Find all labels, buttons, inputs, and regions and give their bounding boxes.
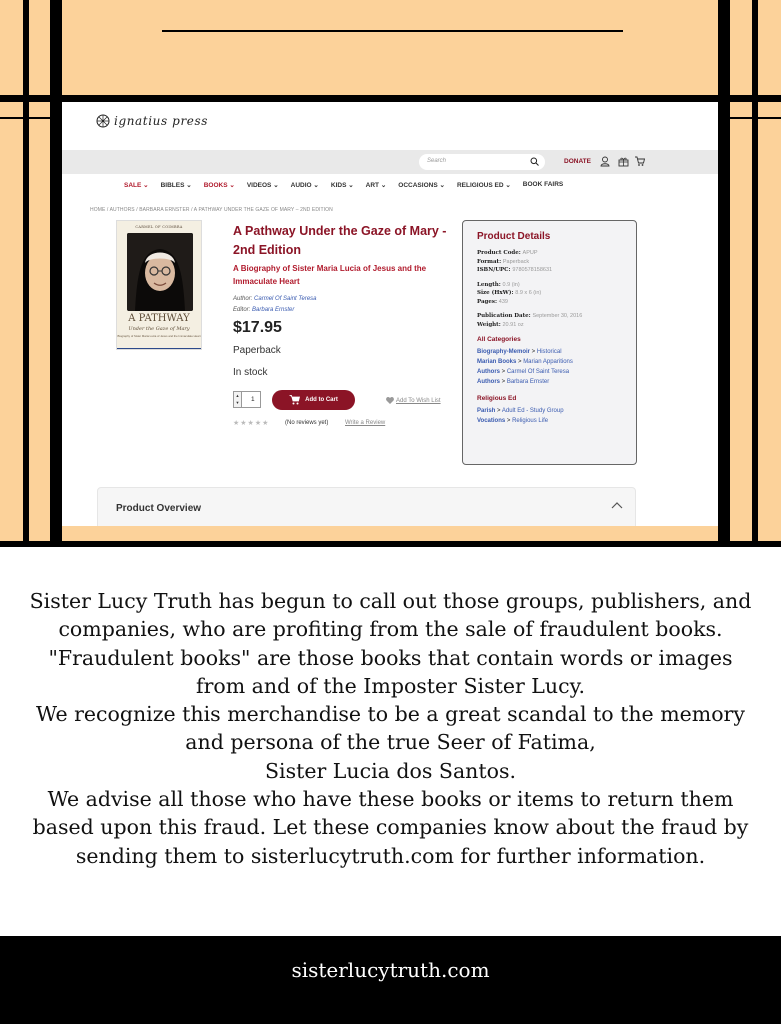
message-line: "Fraudulent books" are those books that contain words or images [48,645,733,670]
wish-list-label: Add To Wish List [396,397,441,404]
heart-icon [386,397,394,404]
review-count: (No reviews yet) [285,420,329,426]
rating-stars: ★★★★★ [233,420,270,427]
details-title: Product Details [477,231,551,242]
nav-item-label: ART [365,182,380,189]
nav-item-religious-ed[interactable] [457,181,511,189]
search-icon[interactable] [530,157,539,166]
editor-label: Editor: [233,307,251,313]
footer-site-name: sisterlucytruth.com [291,958,490,982]
cart-icon[interactable] [634,156,645,167]
nav-item-label: BOOKS [203,182,228,189]
quantity-stepper[interactable] [233,391,261,408]
category-link[interactable]: Parish > Adult Ed - Study Group [477,408,564,414]
nav-item-label: AUDIO [290,182,312,189]
product-title: A Pathway Under the Gaze of Mary - 2nd Edition [233,224,447,257]
nav-item-label: BOOK FAIRS [522,181,564,188]
frame-bar-bottom [0,541,781,547]
donate-link[interactable]: DONATE [564,158,591,165]
nav-item-videos[interactable] [247,181,279,189]
footer [0,936,781,1024]
main-nav [124,181,563,189]
nav-item-audio[interactable] [291,181,319,189]
nav-item-occasions[interactable] [398,181,445,189]
product-details-panel [462,220,637,465]
message-line: from and of the Imposter Sister Lucy. [196,673,585,698]
message-line: Sister Lucy Truth has begun to call out those groups, publishers, and [29,589,752,613]
author-link[interactable]: Carmel Of Saint Teresa [254,296,317,302]
product-editor [233,307,294,313]
frame-bar-top [0,95,781,102]
chevron-down-icon: ⌄ [271,182,279,189]
editor-link[interactable]: Barbara Ernster [252,307,295,313]
detail-product-code: Product Code: APUP [477,250,538,256]
nav-item-books[interactable] [204,181,235,189]
frame-bar-right-inner [718,0,730,541]
write-review-link[interactable]: Write a Review [345,420,386,426]
chevron-down-icon: ⌄ [503,182,511,189]
detail-weight: Weight: 20.91 oz [477,321,524,328]
search-placeholder: Search [427,158,447,164]
account-icon[interactable] [600,156,610,167]
chevron-down-icon: ⌄ [311,182,319,189]
all-categories-heading: All Categories [477,336,521,343]
detail-publication-date: Publication Date: September 30, 2016 [477,313,583,319]
nav-item-label: RELIGIOUS ED [456,182,504,189]
chevron-down-icon: ⌄ [379,182,387,189]
nav-item-sale[interactable] [124,181,149,189]
top-rule [162,30,623,32]
gift-icon[interactable] [618,156,629,167]
cover-title: A PATHWAY [128,313,190,324]
chevron-down-icon: ⌄ [141,182,149,189]
quantity-value: 1 [251,396,255,403]
nav-item-label: SALE [124,182,142,189]
detail-format: Format: Paperback [477,258,530,265]
detail-isbn: ISBN/UPC: 9780578158631 [477,267,553,273]
product-author [233,296,317,302]
category-link[interactable]: Vocations > Religious Life [477,418,549,424]
religious-ed-list [477,406,636,426]
frame-bar-left-outer [23,0,29,541]
category-link[interactable]: Biography-Memoir > Historical [477,349,562,355]
author-label: Author: [233,296,253,302]
nav-item-book-fairs[interactable] [523,181,563,189]
breadcrumb: HOME / AUTHORS / BARBARA ERNSTER / A PATHWAY UNDER THE GAZE OF MARY – 2ND EDITION [90,207,333,213]
message-line: We recognize this merchandise to be a great scandal to the memory [36,702,745,727]
religious-ed-heading: Religious Ed [477,395,517,402]
notice-message [0,587,781,870]
message-line: companies, who are profiting from the sale of fraudulent books. [58,617,723,642]
product-subtitle: A Biography of Sister Maria Lucia of Jesus and the Immaculate Heart [233,264,427,286]
quantity-arrows[interactable]: ▲ ▼ [234,392,242,407]
cover-tagline: Biography of Sister Maria Lucia of Jesus and the Immaculate Heart [117,334,201,338]
product-format: Paperback [233,345,281,356]
logo-emblem-icon [96,114,110,128]
cover-accent-bar [117,348,201,350]
category-link[interactable]: Authors > Carmel Of Saint Teresa [477,369,570,375]
nav-item-label: BIBLES [160,182,185,189]
message-line: Sister Lucia dos Santos. [265,758,516,783]
chevron-down-icon: ⌄ [437,182,445,189]
nav-item-label: KIDS [330,182,347,189]
nav-item-art[interactable] [366,181,387,189]
header-strip [62,150,718,174]
category-link[interactable]: Marian Books > Marian Apparitions [477,359,573,365]
chevron-down-icon: ⌄ [184,182,192,189]
add-to-cart-label: Add to Cart [305,397,338,403]
overview-label: Product Overview [116,503,202,514]
cover-photo [127,233,193,311]
cart-icon [289,395,300,405]
all-categories-list [477,347,636,387]
category-link[interactable]: Authors > Barbara Ernster [477,379,550,385]
message-line: and persona of the true Seer of Fatima, [185,730,596,755]
cover-subtitle: Under the Gaze of Mary [128,326,190,332]
message-line: We advise all those who have these books or items to return them [47,787,734,812]
wish-list-link[interactable] [386,397,441,404]
detail-size: Size (HxW): 8.9 x 6 (in) [477,290,542,296]
cover-author: CARMEL OF COIMBRA [135,225,183,229]
frame-bar-right-outer [752,0,758,541]
chevron-down-icon: ⌄ [227,182,235,189]
nav-item-kids[interactable] [331,181,354,189]
frame-bar-left-inner [50,0,62,541]
product-overview-accordion[interactable] [97,487,636,526]
stock-status: In stock [233,367,268,378]
nav-item-label: OCCASIONS [398,182,438,189]
message-line: sending them to sisterlucytruth.com for further information. [75,843,706,868]
detail-length: Length: 0.9 (in) [477,281,520,288]
chevron-down-icon: ⌄ [346,182,354,189]
nav-item-label: VIDEOS [246,182,272,189]
search-input[interactable] [419,154,545,170]
message-line: based upon this fraud. Let these companies know about the fraud by [32,815,749,840]
store-screenshot [62,102,718,526]
product-price: $17.95 [233,319,282,336]
nav-item-bibles[interactable] [161,181,192,189]
add-to-cart-button[interactable] [272,390,355,410]
book-cover-image[interactable] [116,220,202,350]
detail-pages: Pages: 439 [477,298,508,305]
logo-text: ignatius press [114,114,208,128]
chevron-up-icon[interactable] [611,501,623,509]
store-logo[interactable] [96,114,208,128]
